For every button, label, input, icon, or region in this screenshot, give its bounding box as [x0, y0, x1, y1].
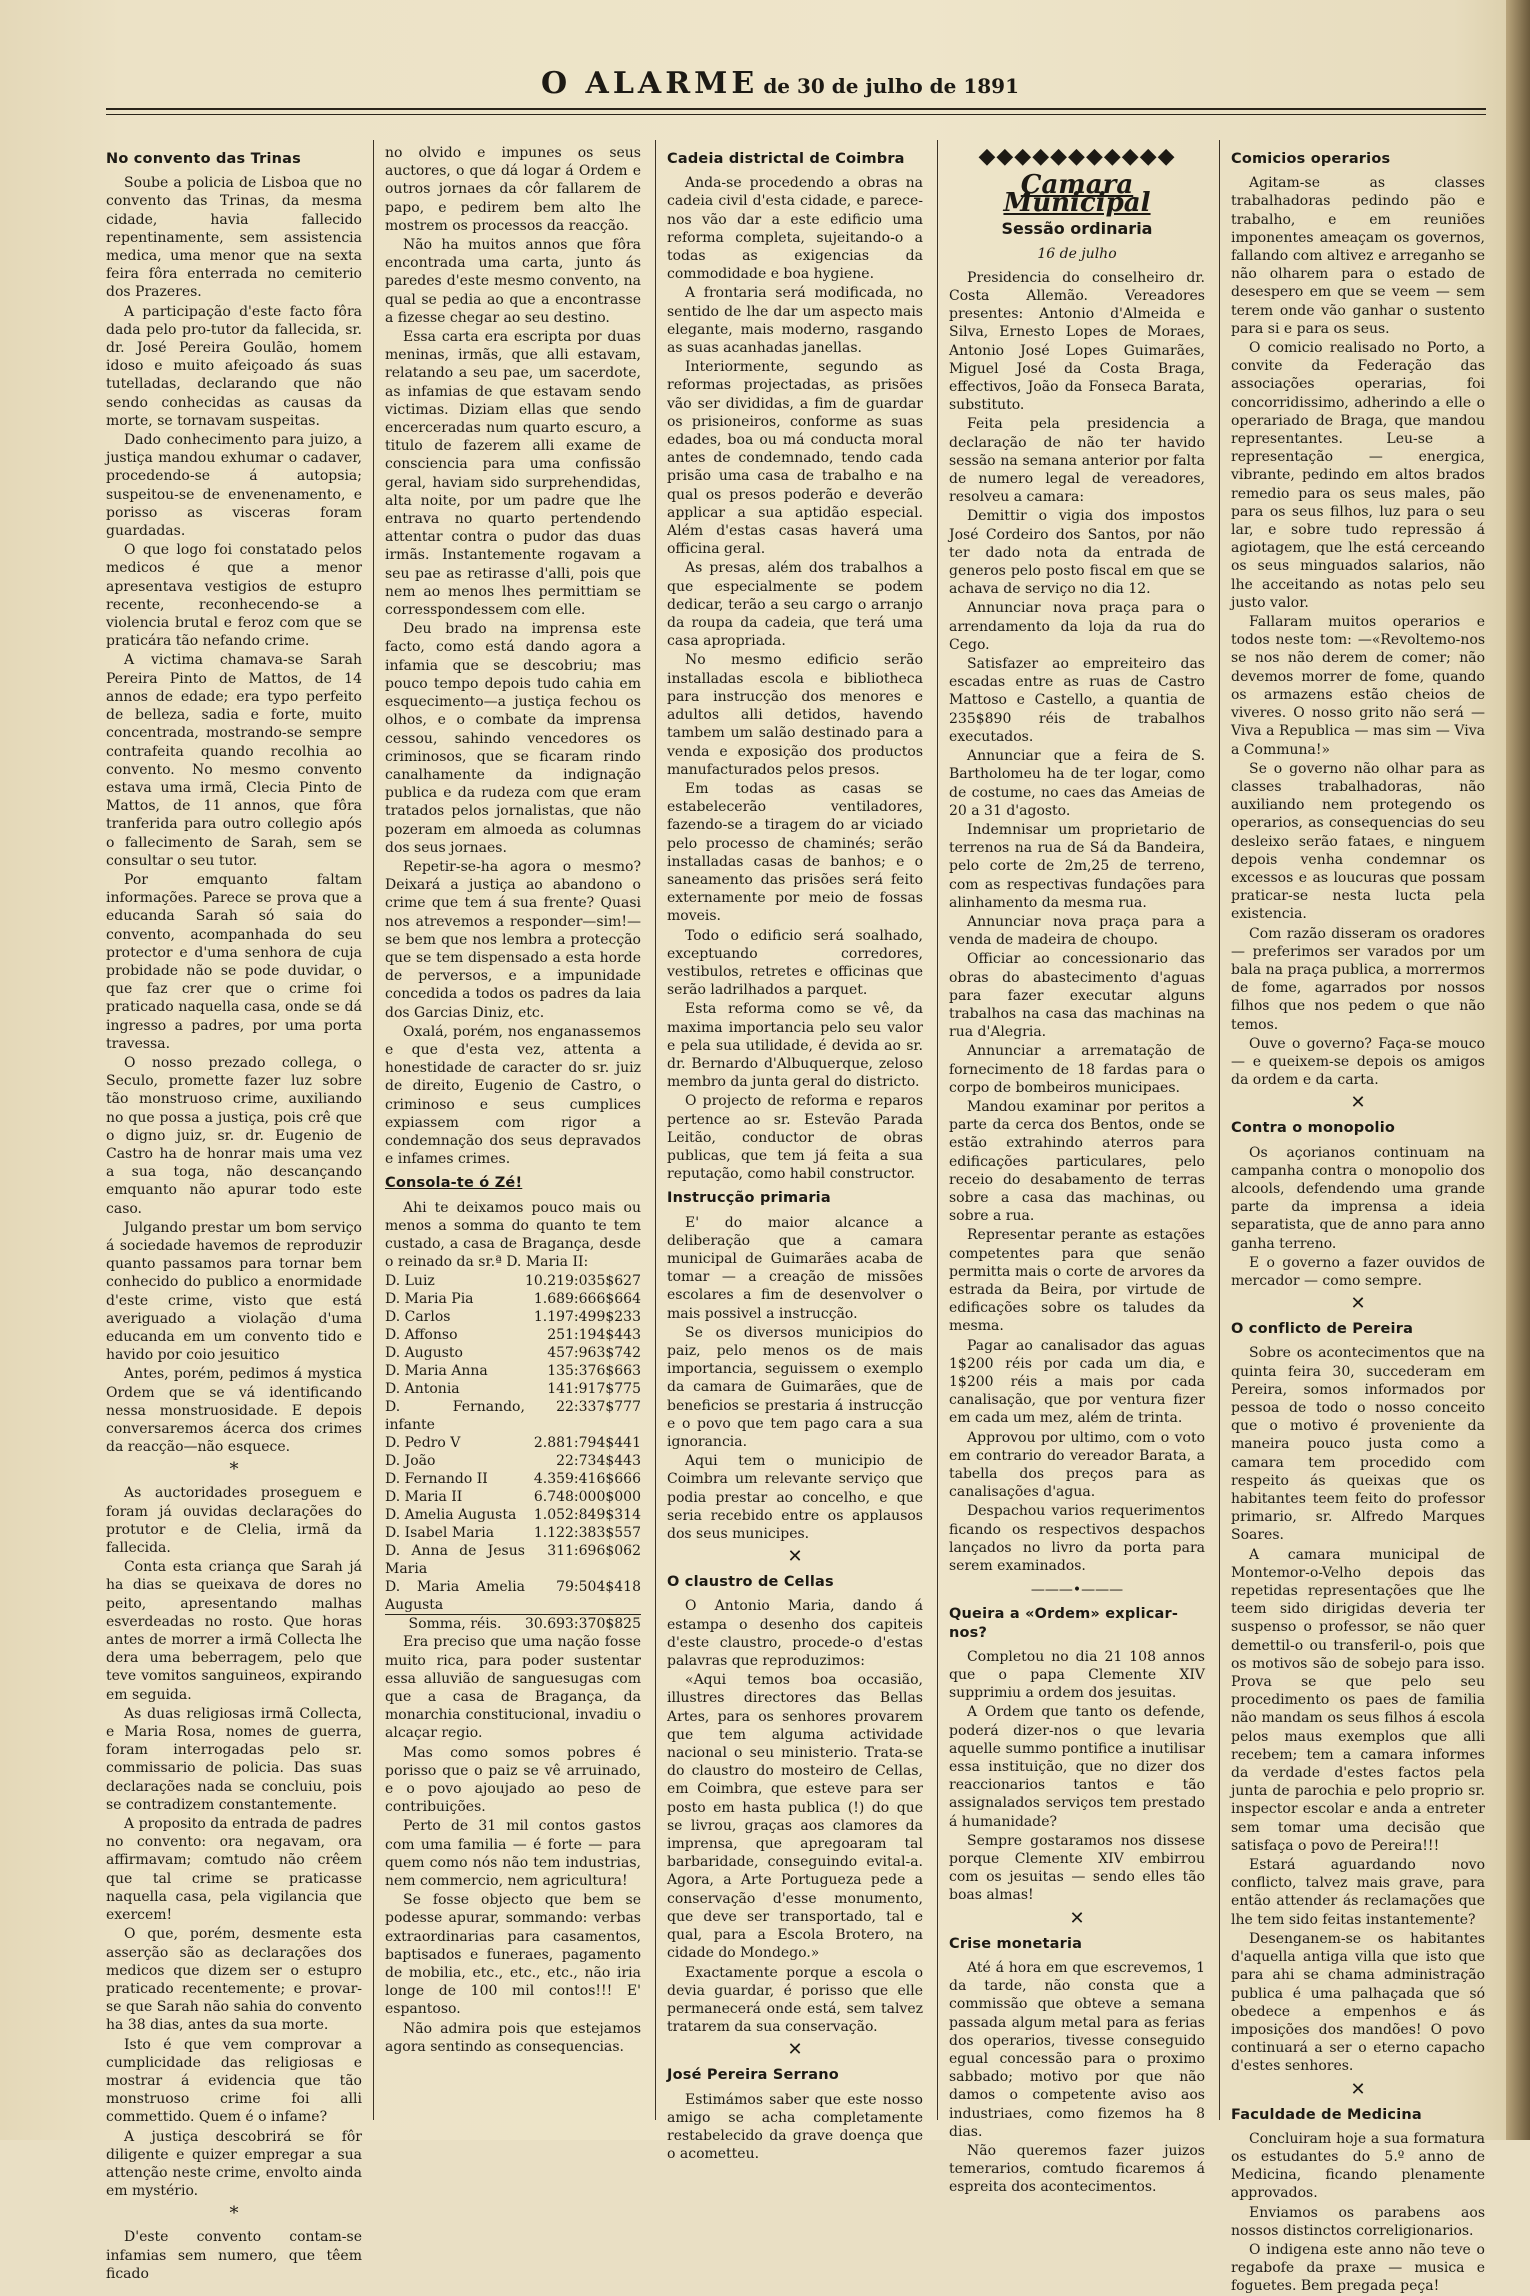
paragraph: Representar perante as estações competentes para que senão permitta mais o corte de arvores da estrada da Beira, por virtude de edificações sobre os taludes da mesma.	[949, 1227, 1205, 1335]
column-3	[667, 144, 923, 2163]
table-cell-value: 251:194$443	[547, 1327, 641, 1344]
paragraph: Annunciar nova praça para o arrendamento da loja da rua do Cego.	[949, 600, 1205, 653]
table-cell-value: 1.122:383$557	[533, 1525, 641, 1542]
paragraph: Todo o edificio será soalhado, exceptuando corredores, vestibulos, retretes e officinas que serão ladrilhados a parquet.	[667, 927, 923, 999]
column-4	[949, 144, 1205, 2196]
paragraph: Deu brado na imprensa este facto, como está dando agora a infamia que se descobriu; mas pouco tempo depois tudo cahia em esquecimento—a justiça fechou os olhos, e o combate da imprensa cessou, sahindo vencedores os criminosos, que se ficaram rindo canalhamente da indignação publica e da rudeza com que eram tratados pelos jornalistas, que não pozeram em almoeda as columnas dos seus jornaes.	[385, 621, 641, 856]
paragraph: Feita pela presidencia a declaração de não ter havido sessão na semana anterior por falta de numero legal de vereadores, resolveu a camara:	[949, 416, 1205, 506]
article-title: Comicios operarios	[1231, 151, 1391, 167]
issue-date: de 30 de julho de 1891	[763, 74, 1020, 98]
paragraph: Completou no dia 21 108 annos que o papa Clemente XIV supprimiu a ordem dos jesuitas.	[949, 1648, 1205, 1702]
paragraph: Até á hora em que escrevemos, 1 da tarde, não consta que a commissão que obteve a semana passada algum metal para as ferias dos operarios, tivesse conseguido egual concessão para o proximo sabbado; motivo por que não damos o competente aviso aos industriaes, como fizemos ha 8 dias.	[949, 1959, 1205, 2140]
paragraph: Exactamente porque a escola o devia guardar, é porisso que elle permanecerá onde está, sem talvez tratarem da sua conservação.	[667, 1964, 923, 2036]
table-row	[385, 1434, 641, 1452]
paragraph: Indemnisar um proprietario de terrenos na rua de Sá da Bandeira, pelo corte de 2m,25 de terreno, com as respectivas fundações para alinhamento da mesma rua.	[949, 821, 1205, 911]
table-row	[385, 1578, 641, 1615]
cross-divider-icon: ✕	[1350, 1092, 1366, 1114]
table-cell-value: 311:696$062	[547, 1543, 641, 1560]
paragraph: Annunciar nova praça para a venda de madeira de choupo.	[949, 913, 1205, 949]
table-total-row	[385, 1615, 641, 1634]
section-star: *	[229, 2203, 239, 2225]
table-cell-name: D. Isabel Maria	[385, 1525, 495, 1542]
paragraph: Oxalá, porém, nos enganassemos e que d'esta vez, attenta a honestidade de caracter do sr. juiz de direito, Eugenio de Castro, o criminoso e seus cumplices expiassem com rigor a condemnação dos seus depravados e infames crimes.	[385, 1023, 641, 1168]
table-cell-name: D. João	[385, 1453, 436, 1470]
table-cell-value: 1.689:666$664	[533, 1291, 641, 1308]
paragraph: Se os diversos municipios do paiz, pelo menos os de mais importancia, seguissem o exemplo da camara de Guimarães, que de beneficios se prestaria á instrucção e o povo que tem pago cara a sua ignorancia.	[667, 1324, 923, 1451]
paragraph: A justiça descobrirá se fôr diligente e quizer empregar a sua attenção neste crime, envolto ainda em mystério.	[106, 2128, 362, 2200]
table-row	[385, 1326, 641, 1344]
table-cell-value: 22:337$777	[556, 1399, 641, 1416]
table-row	[385, 1290, 641, 1308]
cross-divider-icon: ✕	[1350, 2078, 1366, 2100]
paragraph: Pagar ao canalisador das aguas 1$200 réis por cada um dia, e 1$200 réis a mais por cada canalisação, que por ventura fizer em cada um mez, além de trinta.	[949, 1337, 1205, 1427]
total-value: 30.693:370$825	[524, 1616, 641, 1633]
paragraph: Dado conhecimento para juizo, a justiça mandou exhumar o cadaver, procedendo-se á autopsia; suspeitou-se de envenenamento, e porisso as visceras foram guardadas.	[106, 432, 362, 540]
table-cell-name: D. Pedro V	[385, 1435, 461, 1452]
article-title: Faculdade de Medicina	[1231, 2106, 1422, 2123]
table-cell-name: D. Affonso	[385, 1327, 458, 1344]
paragraph: Com razão disseram os oradores — preferimos ser varados por um bala na praça publica, a morrermos de fome, agarrados por nossos filhos que nos pedem o que não temos.	[1231, 925, 1485, 1033]
paragraph: Concluiram hoje a sua formatura os estudantes do 5.º anno de Medicina, ficando plenamente approvados.	[1231, 2130, 1485, 2202]
table-cell-value: 4.359:416$666	[533, 1471, 641, 1488]
paragraph: Isto é que vem comprovar a cumplicidade das religiosas e mostrar á evidencia que tão monstruoso crime foi alli commettido. Quem é o infame?	[106, 2036, 362, 2126]
paragraph: A Ordem que tanto os defende, poderá dizer-nos o que levaria aquelle summo pontifice a inutilisar essa instituição, que no dizer dos reaccionarios tantos e tão assignalados serviços tem prestado á humanidade?	[949, 1704, 1205, 1830]
table-cell-value: 141:917$775	[547, 1381, 641, 1398]
table-cell-name: D. Maria Pia	[385, 1291, 474, 1308]
table-cell-value: 457:963$742	[547, 1345, 641, 1362]
paragraph: Estimámos saber que este nosso amigo se acha completamente restabelecido da grave doença que o acometteu.	[667, 2091, 923, 2163]
paragraph: Sempre gostaramos nos dissese porque Clemente XIV embirrou com os jesuitas — sendo elles tão boas almas!	[949, 1832, 1205, 1904]
paragraph: E' do maior alcance a deliberação que a camara municipal de Guimarães acaba de tomar — a creação de missões escolares a fim de desenvolver o mais possivel a instrucção.	[667, 1214, 923, 1322]
paragraph: Fallaram muitos operarios e todos neste tom: —«Revoltemo-nos se nos não derem de comer; não devemos morrer de fome, quando os armazens estão cheios de viveres. O nosso grito não será — Viva a Republica — mas sim — Viva a Communa!»	[1231, 614, 1485, 758]
table-row	[385, 1398, 641, 1434]
table-row	[385, 1506, 641, 1524]
paragraph: Agitam-se as classes trabalhadoras pedindo pão e trabalho, e em reuniões imponentes ameaçam os governos, fallando com altivez e arreganho se não olharem para o estado de desespero em que se veem — sem terem onde vão ganhar o sustento para si e para os seus.	[1231, 175, 1485, 337]
paragraph: Ouve o governo? Faça-se mouco — e queixem-se depois os amigos da ordem e da carta.	[1231, 1035, 1485, 1089]
column-divider	[1219, 140, 1220, 2120]
table-cell-value: 6.748:000$000	[533, 1489, 641, 1506]
table-row	[385, 1380, 641, 1398]
dash-divider-icon: ———•———	[1030, 1582, 1124, 1599]
paragraph: O indigena este anno não teve o regabofe da praxe — musica e foguetes. Bem pregada peça!	[1231, 2241, 1485, 2295]
table-cell-name: D. Fernando II	[385, 1471, 488, 1488]
paragraph: Se o governo não olhar para as classes trabalhadoras, não auxiliando nem protegendo os operarios, as consequencias do seu desleixo serão fataes, e ninguem depois venha condemnar os excessos e as loucuras que possam praticar-se nesta lucta pela existencia.	[1231, 760, 1485, 923]
paragraph: D'este convento contam-se infamias sem numero, que têem ficado	[106, 2229, 362, 2282]
paragraph: As duas religiosas irmã Collecta, e Maria Rosa, nomes de guerra, foram interrogadas pelo sr. commissario de policia. Das suas declarações nada se concluiu, pois se contradizem constantemente.	[106, 1705, 362, 1813]
paragraph: Aqui tem o municipio de Coimbra um relevante serviço que podia prestar ao concelho, e que seria recebido entre os applausos dos seus municipes.	[667, 1453, 923, 1543]
paragraph: Perto de 31 mil contos gastos com uma familia — é forte — para quem como nós não tem industrias, nem commercio, nem agricultura!	[385, 1818, 641, 1890]
paragraph: Essa carta era escripta por duas meninas, irmãs, que alli estavam, relatando a seu pae, um sacerdote, as infamias de que estavam sendo victimas. Diziam ellas que sendo encerceradas num quarto escuro, a titulo de fazerem alli exame de consciencia para uma confissão geral, haviam sido surprehendidas, alta noite, por um padre que lhe entrava no quarto pertendendo attentar contra o pudor das duas irmãs. Instantemente rogavam a seu pae as retirasse d'alli, pois que nem ao menos lhes permittiam se corresspondessem com elle.	[385, 329, 641, 619]
paragraph: Interiormente, segundo as reformas projectadas, as prisões vão ser divididas, a fim de guardar os prisioneiros, conforme as suas edades, boa ou má conducta moral antes de condemnado, tendo cada prisão uma casa de trabalho e na qual os presos poderão e deverão applicar a sua aptidão especial. Além d'estas casas haverá uma officina geral.	[667, 359, 923, 558]
paragraph: As auctoridades proseguem e foram já ouvidas declarações do protutor e de Clelia, irmã da fallecida.	[106, 1485, 362, 1557]
table-row	[385, 1542, 641, 1578]
section-title: Camara Municipal	[1003, 170, 1151, 219]
article-title: Crise monetaria	[949, 1935, 1083, 1952]
ornament-row: ◆◆◆◆◆◆◆◆◆◆◆	[978, 144, 1176, 169]
paragraph: Presidencia do conselheiro dr. Costa Allemão. Vereadores presentes: Antonio d'Almeida e Silva, Ernesto Lopes de Moraes, Antonio José Lopes Guimarães, Miguel José da Costa Braga, effectivos, João da Fonseca Barata, substituto.	[949, 269, 1205, 414]
paragraph: A camara municipal de Montemor-o-Velho depois das repetidas representações que lhe teem sido dirigidas deveria ter suspenso o professor, se não quer demettil-o ou transferil-o, pois que os motivos são de sobejo para isso. Prova se que pelo seu procedimento os paes de familia não mandam os seus filhos á escola pelos maus exemplos que alli recebem; tem a camara informes da verdade d'estes factos pela junta de parochia e pelo proprio sr. inspector escolar e anda a entreter sem tomar uma decisão que satisfaça o povo de Pereira!!!	[1231, 1546, 1485, 1854]
paragraph: Os açorianos continuam na campanha contra o monopolio dos alcools, defendendo uma grande parte da imprensa a ideia separatista, que de anno para anno ganha terreno.	[1231, 1144, 1485, 1252]
table-cell-name: D. Anna de Jesus Maria	[385, 1543, 525, 1578]
masthead	[520, 66, 1040, 100]
paragraph: E o governo a fazer ouvidos de mercador — como sempre.	[1231, 1254, 1485, 1289]
paragraph: O nosso prezado collega, o Seculo, promette fazer luz sobre tão monstruoso crime, auxiliando no que possa a justiça, pois crê que o digno juiz, sr. dr. Eugenio de Castro ha de honrar mais uma vez a sua toga, não descançando emquanto não apurar todo este caso.	[106, 1054, 362, 1217]
paragraph: O Antonio Maria, dando á estampa o desenho dos capiteis d'este claustro, procede-o d'estas palavras que reproduzimos:	[667, 1598, 923, 1670]
paragraph: Sobre os acontecimentos que na quinta feira 30, succederam em Pereira, somos informados por pessoa de todo o nosso conceito que o motivo é proveniente da maneira pouco justa como a camara tem procedido com respeito ás queixas que os habitantes teem feito do professor primario, sr. Alfredo Marques Soares.	[1231, 1345, 1485, 1544]
table-cell-name: D. Fernando, infante	[385, 1399, 525, 1434]
article-title: Instrucção primaria	[667, 1190, 831, 1207]
table-row	[385, 1308, 641, 1326]
paragraph: Despachou varios requerimentos ficando os respectivos despachos lançados no livro da porta para serem examinados.	[949, 1503, 1205, 1575]
paragraph: Demittir o vigia dos impostos José Cordeiro dos Santos, por não ter dado nota da entrada de generos pelo posto fiscal em que se achava de serviço no dia 12.	[949, 508, 1205, 598]
paragraph: Não ha muitos annos que fôra encontrada uma carta, junto ás paredes d'este mesmo convento, na qual se pedia ao que a encontrasse a fizesse chegar ao seu destino.	[385, 237, 641, 326]
table-cell-value: 2.881:794$441	[533, 1435, 641, 1452]
paragraph: Officiar ao concessionario das obras do abastecimento d'aguas para fazer executar alguns trabalhos na casa das machinas na rua d'Alegria.	[949, 951, 1205, 1041]
paragraph: O que, porém, desmente esta asserção são as declarações dos medicos que dizem ser o estupro praticado recentemente; e provar-se que Sarah não sahia do convento ha 38 dias, antes da sua morte.	[106, 1926, 362, 2034]
column-5	[1231, 144, 1485, 2295]
paragraph: Por emquanto faltam informações. Parece se prova que a educanda Sarah só saia do convento, acompanhada do seu protector e d'uma senhora de cuja probidade não se pode duvidar, o que faz crer que o crime foi praticado naquella casa, onde se dá ingresso a padres, por uma porta travessa.	[106, 871, 362, 1052]
paragraph: Annunciar que a feira de S. Bartholomeu ha de ter logar, como de costume, no caes das Ameias de 20 a 31 d'agosto.	[949, 748, 1205, 819]
article-title: O claustro de Cellas	[667, 1574, 834, 1591]
paragraph: Repetir-se-ha agora o mesmo? Deixará a justiça ao abandono o crime que tem á sua frente? Quasi nos atrevemos a responder—sim!—se bem que nos lembra a protecção que se tem dispensado a esta horde de perversos, e a impunidade concedida a todos os padres da laia dos Garcias Diniz, etc.	[385, 858, 641, 1021]
cross-divider-icon: ✕	[1350, 1293, 1366, 1315]
paragraph: Não queremos fazer juizos temerarios, comtudo ficaremos á espreita dos acontecimentos.	[949, 2142, 1205, 2196]
table-row	[385, 1488, 641, 1506]
paragraph: Julgando prestar um bom serviço á sociedade havemos de reproduzir quanto passamos para tornar bem conhecido do publico a enormidade d'este crime, visto que está averiguado a violação d'uma educanda em um convento tido e havido por coio jesuitico	[106, 1219, 362, 1364]
paragraph: Mandou examinar por peritos a parte da cerca dos Bentos, onde se estão extrahindo aterros para edificações particulares, pelo receio do desabamento de terras sobre a casa das machinas, ou sobre a rua.	[949, 1098, 1205, 1225]
expense-table	[385, 1272, 641, 1633]
paragraph: «Aqui temos boa occasião, illustres directores das Bellas Artes, para os senhores provarem que tem alguma actividade nacional o seu ministerio. Trata-se do claustro do mosteiro de Cellas, em Coimbra, que esteve para ser posto em hasta publica (!) do que se livrou, graças aos clamores da imprensa, que apregoaram tal barbaridade, conseguindo evital-a. Agora, a Arte Portugueza pede a conservação d'esse monumento, que deve ser transportado, tal e qual, para a Escola Brotero, na cidade do Mondego.»	[667, 1672, 923, 1962]
table-row	[385, 1344, 641, 1362]
section-star: *	[229, 1459, 239, 1481]
table-row	[385, 1470, 641, 1488]
column-divider	[937, 140, 938, 2120]
table-row	[385, 1524, 641, 1542]
paragraph: Satisfazer ao empreiteiro das escadas entre as ruas de Castro Mattoso e Castello, a quantia de 235$890 réis de trabalhos executados.	[949, 656, 1205, 745]
page-edge	[1506, 0, 1530, 2140]
table-cell-name: D. Carlos	[385, 1309, 451, 1326]
paper-name: O ALARME	[540, 66, 759, 101]
paragraph: Esta reforma como se vê, da maxima importancia pelo seu valor e pela sua utilidade, é devida ao sr. dr. Bernardo d'Albuquerque, zeloso membro da junta geral do districto.	[667, 1001, 923, 1091]
paragraph: no olvido e impunes os seus auctores, o que dá logar á Ordem e outros jornaes da côr fallarem de papo, e pedirem bem alto lhe mostrem os processos da reacção.	[385, 145, 641, 234]
paragraph: Enviamos os parabens aos nossos distinctos correligionarios.	[1231, 2204, 1485, 2239]
paragraph: Desenganem-se os habitantes d'aquella antiga villa que isto que para ahi se chama administração publica é uma palhaçada que só obedece a empenhos e ás imposições dos mandões! O povo continuará a ser o eterno capacho d'estes senhores.	[1231, 1930, 1485, 2075]
paragraph: Era preciso que uma nação fosse muito rica, para poder sustentar essa alluvião de sanguesugas com que a casa de Bragança, da monarchia constitucional, invadiu o alcaçar regio.	[385, 1634, 641, 1742]
table-cell-name: D. Amelia Augusta	[385, 1507, 517, 1524]
paragraph: Soube a policia de Lisboa que no convento das Trinas, da mesma cidade, havia fallecido repentinamente, sem assistencia medica, uma menor que na sexta feira fôra enterrada no cemiterio dos Prazeres.	[106, 175, 362, 301]
paragraph: O que logo foi constatado pelos medicos é que a menor apresentava vestigios de estupro recente, reconhecendo-se a violencia brutal e feroz com que se praticára tão nefando crime.	[106, 542, 362, 650]
article-title: Queira a «Ordem» explicar-nos?	[949, 1606, 1179, 1641]
table-row	[385, 1452, 641, 1470]
article-title: Consola-te ó Zé!	[385, 1175, 523, 1192]
table-row	[385, 1362, 641, 1380]
paragraph: Mas como somos pobres é porisso que o paiz se vê arruinado, e o povo ajoujado ao peso de contribuições.	[385, 1744, 641, 1816]
table-cell-name: D. Maria II	[385, 1489, 463, 1506]
paragraph: Estará aguardando novo conflicto, talvez mais grave, para então attender ás reclamações que lhe tem sido feitas instantemente?	[1231, 1857, 1485, 1928]
paragraph: Em todas as casas se estabelecerão ventiladores, fazendo-se a tiragem do ar viciado pelo processo de chaminés; serão installadas casas de banhos; e o saneamento das prisões será feito externamente por meio de fossas moveis.	[667, 780, 923, 925]
column-divider	[373, 140, 374, 2120]
table-cell-value: 135:376$663	[547, 1363, 641, 1380]
paragraph: A frontaria será modificada, no sentido de lhe dar um aspecto mais elegante, mais moderno, rasgando as suas acanhadas janellas.	[667, 285, 923, 357]
paragraph: As presas, além dos trabalhos a que especialmente se podem dedicar, terão a seu cargo o arranjo da roupa da cadeia, que terá uma casa apropriada.	[667, 560, 923, 650]
session-title: Sessão ordinaria	[1001, 219, 1153, 239]
table-cell-value: 79:504$418	[556, 1579, 641, 1596]
cross-divider-icon: ✕	[787, 1546, 803, 1568]
paragraph: O comicio realisado no Porto, a convite da Federação das associações operarias, foi concorridissimo, adherindo a elle o operariado de Braga, que mandou representantes. Leu-se a representação — energica, vibrante, pedindo em altos brados remedio para os seus males, pão para os seus filhos, luz para o seu lar, e sobre tudo repressão á agiotagem, que lhe está cerceando os seus minguados salarios, não lhe acceitando as notas pelo seu justo valor.	[1231, 340, 1485, 611]
article-title: O conflicto de Pereira	[1231, 1321, 1414, 1338]
table-cell-value: 22:734$443	[556, 1453, 641, 1470]
table-row	[385, 1272, 641, 1290]
article-title: José Pereira Serrano	[667, 2067, 839, 2084]
column-2	[385, 144, 641, 2116]
table-cell-name: D. Augusto	[385, 1345, 463, 1362]
table-cell-name: D. Antonia	[385, 1381, 460, 1398]
article-title: Cadeia districtal de Coimbra	[667, 151, 905, 167]
article-title: Contra o monopolio	[1231, 1120, 1396, 1137]
paragraph: A proposito da entrada de padres no convento: ora negavam, ora affirmavam; comtudo não crêem que tal crime se praticasse naquella casa, pela vigilancia que exercem!	[106, 1816, 362, 1924]
table-cell-name: D. Maria Amelia Augusta	[385, 1579, 525, 1614]
paragraph: Ahi te deixamos pouco mais ou menos a somma do quanto te tem custado, a casa de Bragança, desde o reinado da sr.ª D. Maria II:	[385, 1199, 641, 1271]
paragraph: Annunciar a arrematação de fornecimento de 18 fardas para o corpo de bombeiros municipaes.	[949, 1043, 1205, 1096]
cross-divider-icon: ✕	[787, 2039, 803, 2061]
column-divider	[655, 140, 656, 2120]
table-cell-name: D. Maria Anna	[385, 1363, 488, 1380]
paragraph: Não admira pois que estejamos agora sentindo as consequencias.	[385, 2020, 641, 2055]
paragraph: A victima chamava-se Sarah Pereira Pinto de Mattos, de 14 annos de edade; era typo perfeito de belleza, sadia e forte, muito concentrada, mostrando-se sempre contrafeita quando recolhia ao convento. No mesmo convento estava uma irmã, Clecia Pinto de Mattos, de 11 annos, que fôra tranferida para outro collegio após o fallecimento de Sarah, sem se consultar o seu tutor.	[106, 652, 362, 869]
table-cell-value: 10.219:035$627	[524, 1273, 641, 1290]
paragraph: Se fosse objecto que bem se podesse apurar, sommando: verbas extraordinarias para casamentos, baptisados e funeraes, pagamento de mobilia, etc., etc., etc., não iria longe de 100 mil contos!!! E' espantoso.	[385, 1892, 641, 2018]
session-date: 16 de julho	[1037, 245, 1117, 262]
table-cell-value: 1.052:849$314	[533, 1507, 641, 1524]
article-title: No convento das Trinas	[106, 151, 301, 167]
paragraph: Antes, porém, pedimos á mystica Ordem que se vá identificando nessa monstruosidade. E depois conversaremos ácerca dos crimes da reacção—não esquece.	[106, 1366, 362, 1456]
table-cell-name: D. Luiz	[385, 1273, 435, 1290]
total-label: Somma, réis.	[408, 1616, 502, 1633]
paragraph: O projecto de reforma e reparos pertence ao sr. Estevão Parada Leitão, conductor de obras publicas, que tem já feita a sua reputação, como habil constructor.	[667, 1093, 923, 1183]
paragraph: Anda-se procedendo a obras na cadeia civil d'esta cidade, e parece-nos vão dar a este edificio uma reforma completa, sujeitando-o a todas as exigencias da commodidade e boa hygiene.	[667, 175, 923, 283]
cross-divider-icon: ✕	[1069, 1907, 1085, 1929]
paragraph: A participação d'este facto fôra dada pelo pro-tutor da fallecida, sr. dr. José Pereira Goulão, homem idoso e muito afeiçoado ás suas tutelladas, declarando que não sendo conhecidas as causas da morte, se tornavam suspeitas.	[106, 303, 362, 429]
paragraph: No mesmo edificio serão installadas escola e bibliotheca para instrucção dos menores e adultos alli detidos, havendo tambem um salão destinado para a venda e exposição dos productos manufacturados pelos presos.	[667, 652, 923, 778]
header-rule	[106, 108, 1486, 115]
table-cell-value: 1.197:499$233	[533, 1309, 641, 1326]
paragraph: Conta esta criança que Sarah já ha dias se queixava de dores no peito, apresentando malhas esverdeadas no rosto. Que horas antes de morrer a irmã Collecta lhe dera uma beberragem, pelo que teve vomitos sanguineos, expirando em seguida.	[106, 1559, 362, 1703]
paragraph: Approvou por ultimo, com o voto em contrario do vereador Barata, a tabella dos preços para as canalisações d'agua.	[949, 1429, 1205, 1501]
column-1	[106, 144, 362, 2282]
